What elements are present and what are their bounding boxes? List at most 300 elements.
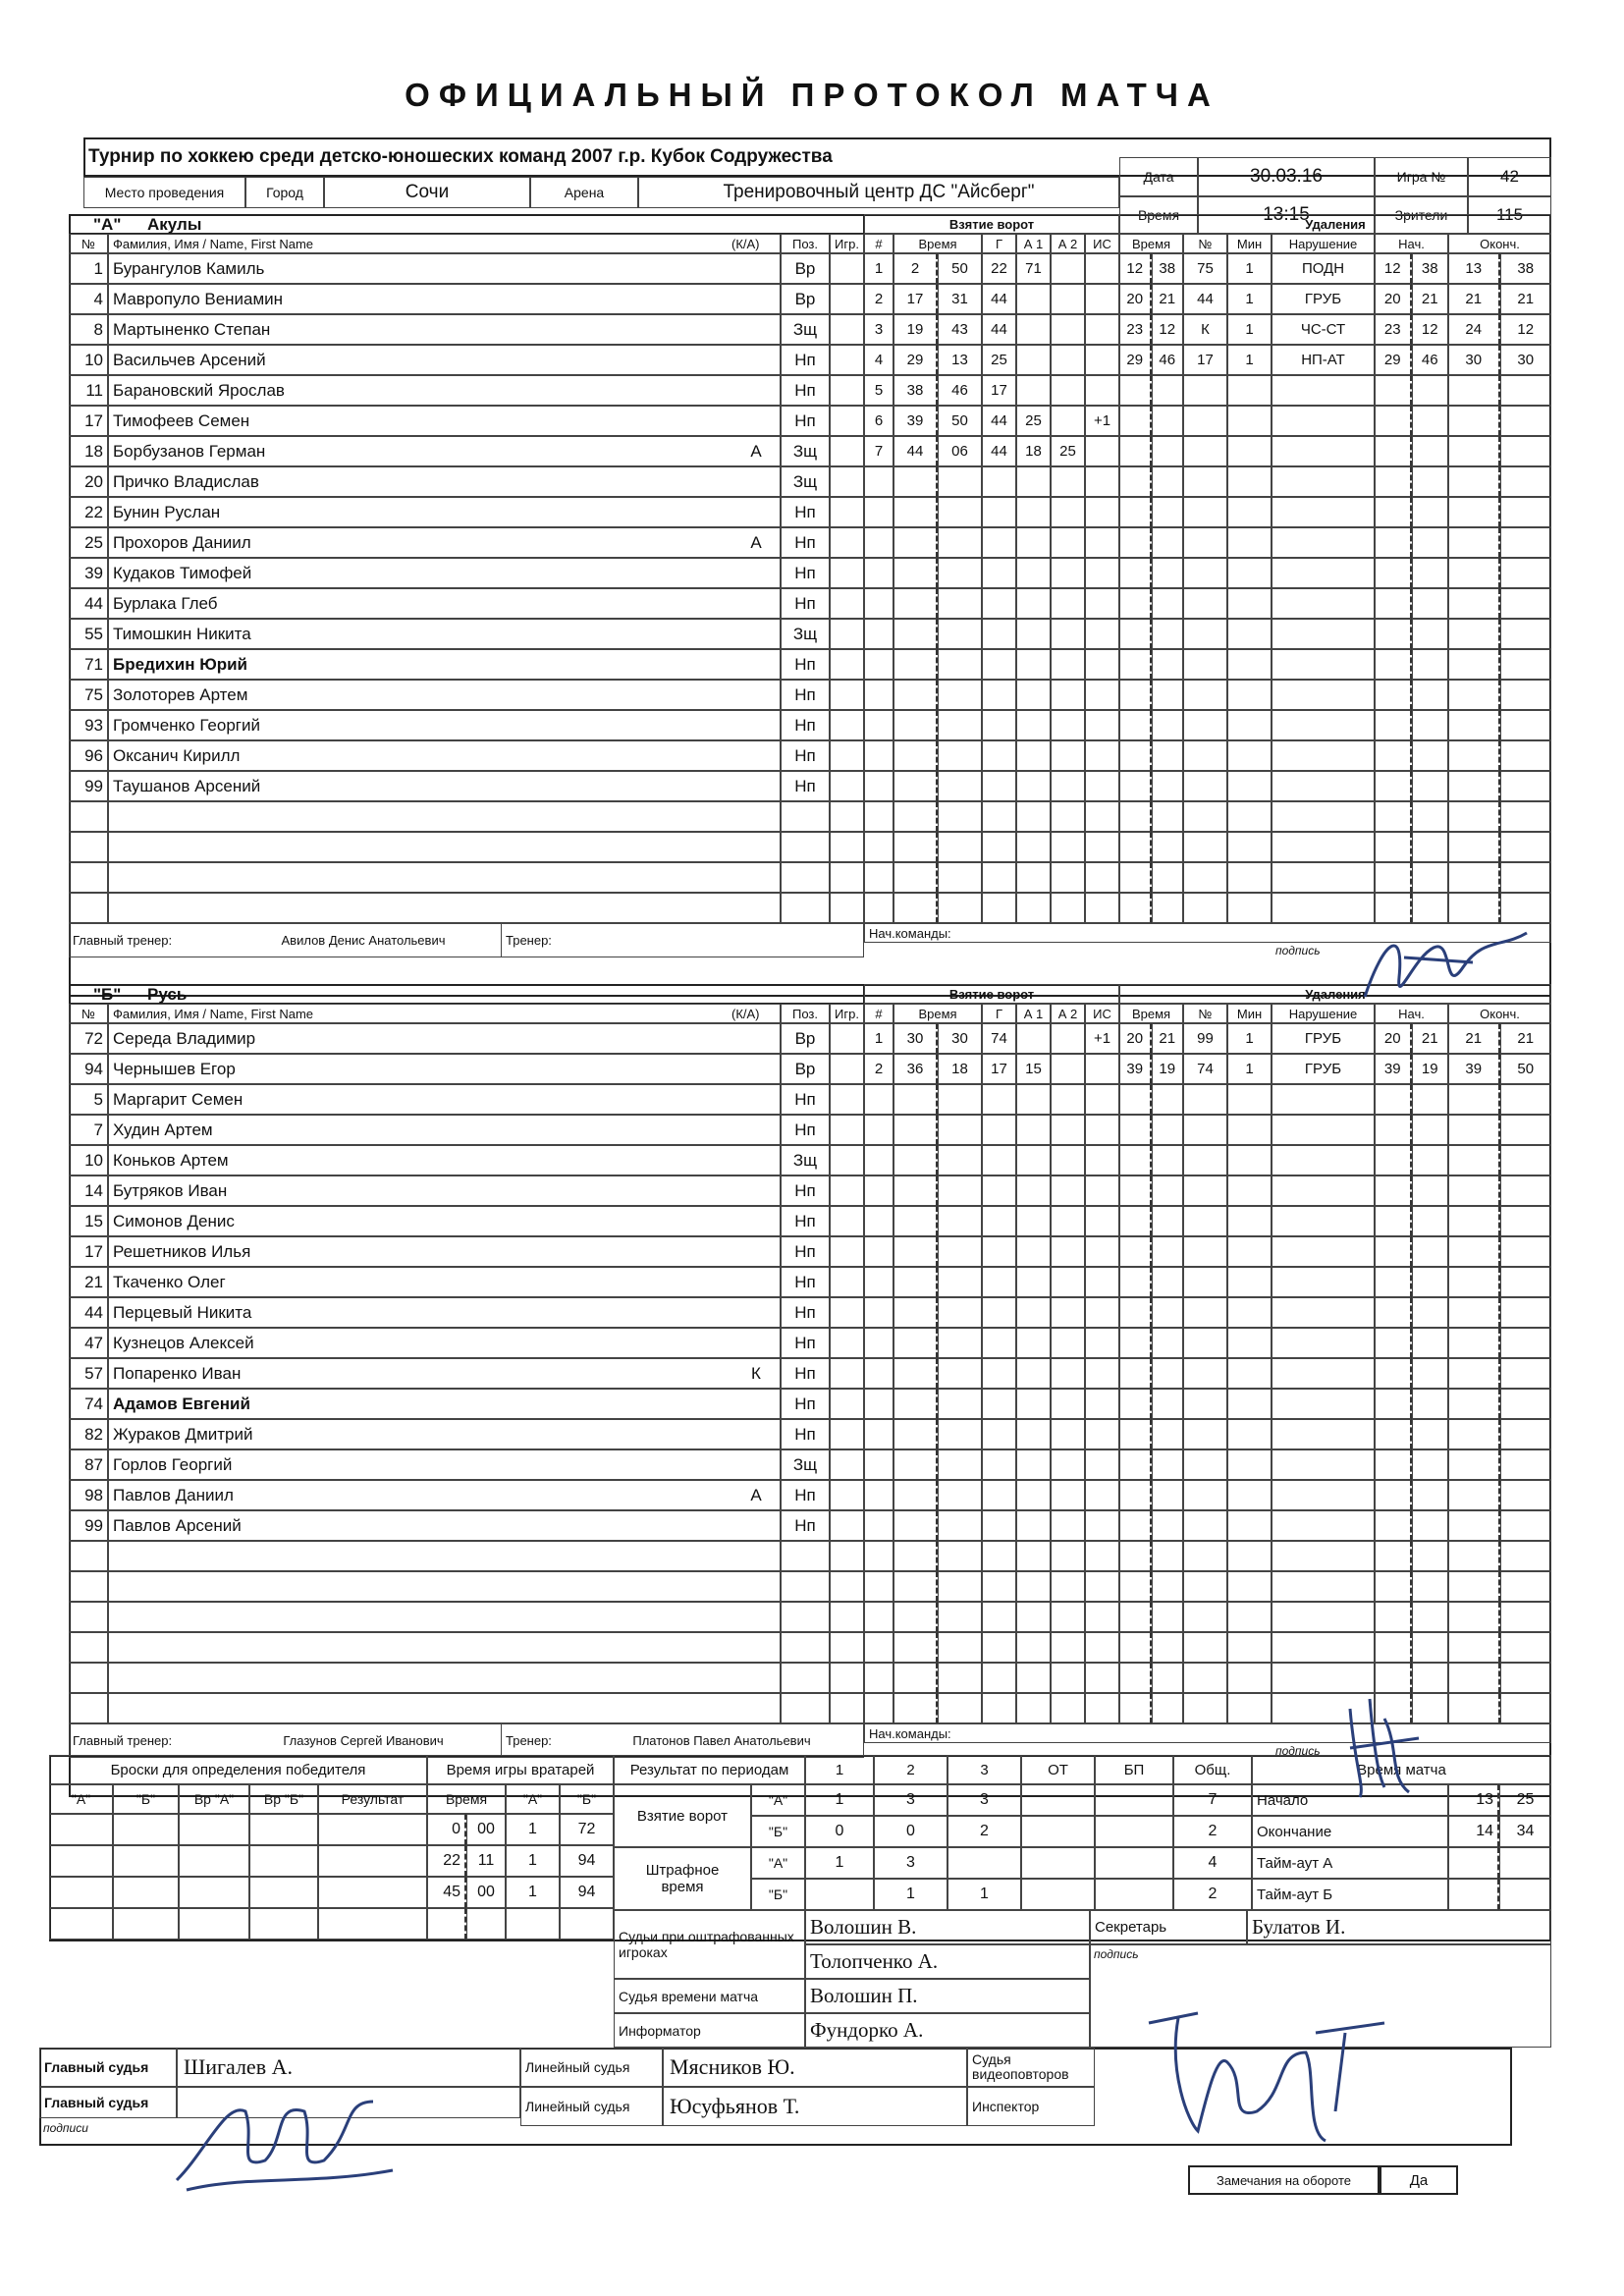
column-header-p-e: Оконч.	[1448, 1004, 1551, 1023]
player-number: 71	[69, 649, 108, 680]
penalty-start-min	[1375, 375, 1412, 406]
period-value: 1	[805, 1847, 874, 1879]
goal-scorer	[982, 1297, 1016, 1328]
goal-assist-1	[1016, 649, 1051, 680]
goal-strength	[1085, 619, 1119, 649]
player-number: 87	[69, 1449, 108, 1480]
goal-number	[864, 1175, 893, 1206]
goal-assist-2	[1051, 619, 1085, 649]
penalty-end-sec	[1500, 1175, 1552, 1206]
goal-scorer: 17	[982, 1054, 1016, 1084]
penalty-start-sec	[1412, 1175, 1449, 1206]
game-value: 42	[1468, 157, 1551, 196]
goal-scorer	[982, 801, 1016, 832]
player-position: Нп	[781, 1297, 830, 1328]
penalty-player	[1183, 1693, 1227, 1723]
goalie-time-col-header: "А"	[506, 1784, 560, 1814]
player-position: Нп	[781, 1084, 830, 1115]
player-number: 17	[69, 406, 108, 436]
penalty-violation: ПОДН	[1272, 253, 1375, 284]
penalty-minutes	[1227, 1206, 1272, 1236]
penalty-player	[1183, 1602, 1227, 1632]
player-played	[830, 284, 864, 314]
goal-minute	[893, 1115, 938, 1145]
penalty-second	[1152, 1145, 1184, 1175]
goal-assist-1: 18	[1016, 436, 1051, 466]
goal-number	[864, 680, 893, 710]
player-position: Нп	[781, 710, 830, 740]
player-number	[69, 801, 108, 832]
player-number: 72	[69, 1023, 108, 1054]
penalty-minutes	[1227, 862, 1272, 893]
penalty-violation	[1272, 375, 1375, 406]
player-position	[781, 1663, 830, 1693]
penalty-violation	[1272, 1389, 1375, 1419]
goal-number	[864, 1267, 893, 1297]
penalty-start-sec	[1412, 1206, 1449, 1236]
goal-minute	[893, 862, 938, 893]
penalty-minute	[1119, 375, 1152, 406]
goal-strength	[1085, 436, 1119, 466]
goal-number	[864, 801, 893, 832]
penalty-end-sec	[1500, 1115, 1552, 1145]
goal-minute	[893, 558, 938, 588]
player-number: 11	[69, 375, 108, 406]
penalty-end-min	[1448, 497, 1500, 527]
period-value: 3	[947, 1784, 1021, 1816]
match-time-hour: 13	[1448, 1784, 1499, 1816]
penalty-second	[1152, 497, 1184, 527]
player-played	[830, 1175, 864, 1206]
penalty-minute: 29	[1119, 345, 1152, 375]
chief2-label: Главный судья	[39, 2087, 177, 2118]
player-played	[830, 1297, 864, 1328]
player-position: Вр	[781, 1023, 830, 1054]
goal-strength	[1085, 1358, 1119, 1389]
penalty-minutes	[1227, 1571, 1272, 1602]
player-number: 4	[69, 284, 108, 314]
penalty-second: 19	[1152, 1054, 1184, 1084]
period-value: 1	[947, 1879, 1021, 1910]
penalty-second	[1152, 1358, 1184, 1389]
goal-second	[938, 1693, 982, 1723]
penalty-player: 75	[1183, 253, 1227, 284]
goal-second	[938, 466, 982, 497]
penalty-end-sec	[1500, 832, 1552, 862]
penalty-start-sec	[1412, 740, 1449, 771]
player-number: 96	[69, 740, 108, 771]
penalty-violation: ГРУБ	[1272, 1023, 1375, 1054]
penalty-violation	[1272, 1480, 1375, 1510]
goal-second	[938, 1571, 982, 1602]
player-number	[69, 893, 108, 923]
goal-second	[938, 893, 982, 923]
shootout-cell	[249, 1814, 318, 1845]
goal-scorer	[982, 1480, 1016, 1510]
penalty-minutes	[1227, 1480, 1272, 1510]
penalty-minutes	[1227, 1632, 1272, 1663]
penalty-player	[1183, 1145, 1227, 1175]
date-value: 30.03.16	[1198, 157, 1375, 196]
penalty-minute	[1119, 710, 1152, 740]
player-played	[830, 558, 864, 588]
goal-second	[938, 649, 982, 680]
column-header-num: №	[69, 1004, 108, 1023]
penalty-minutes	[1227, 1419, 1272, 1449]
goal-number	[864, 832, 893, 862]
penalty-end-min: 13	[1448, 253, 1500, 284]
goal-assist-1	[1016, 1389, 1051, 1419]
shootout-cell	[49, 1845, 113, 1877]
period-value	[1095, 1847, 1173, 1879]
penalty-start-min	[1375, 1236, 1412, 1267]
time-judge: Волошин П.	[805, 1979, 1090, 2013]
goal-strength	[1085, 1297, 1119, 1328]
goal-number	[864, 1115, 893, 1145]
period-value	[1021, 1816, 1095, 1847]
player-played	[830, 1693, 864, 1723]
player-role: К	[751, 1363, 761, 1383]
goal-number	[864, 710, 893, 740]
player-name: Середа Владимир	[108, 1023, 781, 1054]
penalty-second	[1152, 1175, 1184, 1206]
penalty-end-min	[1448, 680, 1500, 710]
penalty-end-sec	[1500, 1236, 1552, 1267]
penalty-start-sec	[1412, 1145, 1449, 1175]
periods-goals-label: Взятие ворот	[614, 1784, 751, 1847]
goal-number	[864, 740, 893, 771]
penalty-end-sec	[1500, 1206, 1552, 1236]
goal-second	[938, 1449, 982, 1480]
player-played	[830, 1663, 864, 1693]
player-position: Нп	[781, 771, 830, 801]
period-team-label: "Б"	[751, 1816, 805, 1847]
player-played	[830, 1541, 864, 1571]
penalty-end-min	[1448, 1480, 1500, 1510]
penalty-end-min	[1448, 710, 1500, 740]
penalty-violation	[1272, 862, 1375, 893]
period-team-label: "А"	[751, 1784, 805, 1816]
goal-minute	[893, 1663, 938, 1693]
penalty-second: 38	[1152, 253, 1184, 284]
goal-minute	[893, 801, 938, 832]
penalty-player	[1183, 862, 1227, 893]
period-value: 7	[1173, 1784, 1252, 1816]
goal-strength	[1085, 1084, 1119, 1115]
penalty-minutes: 1	[1227, 1054, 1272, 1084]
player-number	[69, 1693, 108, 1723]
goal-strength	[1085, 527, 1119, 558]
goal-assist-1	[1016, 1419, 1051, 1449]
penalty-player	[1183, 832, 1227, 862]
penalty-minutes	[1227, 710, 1272, 740]
goal-assist-2	[1051, 375, 1085, 406]
goal-strength	[1085, 1602, 1119, 1632]
goal-second: 06	[938, 436, 982, 466]
goal-assist-1	[1016, 1206, 1051, 1236]
penalty-minutes	[1227, 1389, 1272, 1419]
penalty-violation	[1272, 771, 1375, 801]
penalty-end-sec	[1500, 1389, 1552, 1419]
goal-assist-2	[1051, 527, 1085, 558]
penalty-minute: 20	[1119, 1023, 1152, 1054]
match-time-label: Начало	[1252, 1784, 1448, 1816]
column-header-p-n: №	[1183, 1004, 1227, 1023]
penalty-end-sec	[1500, 1632, 1552, 1663]
penalty-start-min: 29	[1375, 345, 1412, 375]
goal-assist-2	[1051, 1206, 1085, 1236]
player-name: Бунин Руслан	[108, 497, 781, 527]
shootout-col-header: Вр "Б"	[249, 1784, 318, 1814]
penalty-player	[1183, 649, 1227, 680]
goalie-a: 1	[506, 1845, 560, 1877]
player-position: Зщ	[781, 1449, 830, 1480]
player-name: Золоторев Артем	[108, 680, 781, 710]
penalty-start-min	[1375, 1297, 1412, 1328]
penalty-violation	[1272, 1632, 1375, 1663]
penalty-minute: 20	[1119, 284, 1152, 314]
player-number: 18	[69, 436, 108, 466]
date-label: Дата	[1119, 157, 1198, 196]
goal-assist-2	[1051, 558, 1085, 588]
match-time-hour: 14	[1448, 1816, 1499, 1847]
period-value	[1095, 1784, 1173, 1816]
goal-strength	[1085, 801, 1119, 832]
penalty-minutes	[1227, 1236, 1272, 1267]
goal-strength	[1085, 1206, 1119, 1236]
penalty-start-sec	[1412, 649, 1449, 680]
goal-minute	[893, 771, 938, 801]
penalty-second: 12	[1152, 314, 1184, 345]
penalties-header: Удаления	[1119, 214, 1551, 234]
penalty-second	[1152, 1328, 1184, 1358]
period-col-header: 3	[947, 1755, 1021, 1784]
penalty-end-min	[1448, 1389, 1500, 1419]
period-value: 0	[805, 1816, 874, 1847]
arena-label: Арена	[530, 177, 638, 208]
penalty-player	[1183, 801, 1227, 832]
column-header-g-g: Г	[982, 234, 1016, 253]
penalty-minutes: 1	[1227, 284, 1272, 314]
penalty-violation	[1272, 1328, 1375, 1358]
penalty-minute: 23	[1119, 314, 1152, 345]
goal-minute: 39	[893, 406, 938, 436]
player-position: Зщ	[781, 436, 830, 466]
penalty-start-min: 12	[1375, 253, 1412, 284]
goalie-time-minute: 22	[427, 1845, 466, 1877]
goal-number	[864, 1449, 893, 1480]
goal-assist-2	[1051, 1632, 1085, 1663]
player-played	[830, 314, 864, 345]
column-header-ka: (К/А)	[731, 236, 760, 251]
goal-assist-1	[1016, 1602, 1051, 1632]
goal-strength	[1085, 345, 1119, 375]
penalty-violation	[1272, 801, 1375, 832]
goal-scorer	[982, 862, 1016, 893]
shootout-cell	[318, 1814, 427, 1845]
player-played	[830, 1206, 864, 1236]
penalty-end-min	[1448, 862, 1500, 893]
penalty-start-sec	[1412, 1480, 1449, 1510]
player-number	[69, 1541, 108, 1571]
goal-number	[864, 1206, 893, 1236]
goal-scorer	[982, 1571, 1016, 1602]
penalty-end-sec	[1500, 862, 1552, 893]
period-value: 3	[874, 1784, 947, 1816]
goalie-a	[506, 1908, 560, 1940]
penalty-start-sec	[1412, 558, 1449, 588]
player-position	[781, 862, 830, 893]
goal-strength	[1085, 1267, 1119, 1297]
player-name: Бурлака Глеб	[108, 588, 781, 619]
penalty-end-min	[1448, 1693, 1500, 1723]
goal-strength	[1085, 1328, 1119, 1358]
player-played	[830, 801, 864, 832]
penalty-end-min	[1448, 740, 1500, 771]
penalty-end-min	[1448, 1663, 1500, 1693]
column-header-g-t: Время	[893, 1004, 982, 1023]
penalty-start-min	[1375, 740, 1412, 771]
player-position: Нп	[781, 1328, 830, 1358]
shootout-cell	[49, 1908, 113, 1940]
goal-assist-2	[1051, 1145, 1085, 1175]
goal-strength	[1085, 832, 1119, 862]
penalty-second	[1152, 649, 1184, 680]
player-played	[830, 680, 864, 710]
penalty-minutes	[1227, 680, 1272, 710]
column-header-igr: Игр.	[830, 234, 864, 253]
penalty-end-sec	[1500, 619, 1552, 649]
goal-strength	[1085, 253, 1119, 284]
goal-minute	[893, 740, 938, 771]
column-header-g-a1: А 1	[1016, 1004, 1051, 1023]
goal-assist-2	[1051, 1480, 1085, 1510]
match-time-label: Окончание	[1252, 1816, 1448, 1847]
player-number: 57	[69, 1358, 108, 1389]
penalty-start-min	[1375, 1115, 1412, 1145]
player-number: 5	[69, 1084, 108, 1115]
goal-number	[864, 558, 893, 588]
penalty-player	[1183, 1632, 1227, 1663]
player-position	[781, 1632, 830, 1663]
penalty-start-min	[1375, 862, 1412, 893]
penalty-second	[1152, 740, 1184, 771]
goal-number: 1	[864, 253, 893, 284]
goal-assist-2	[1051, 284, 1085, 314]
goal-number: 3	[864, 314, 893, 345]
goal-second	[938, 1145, 982, 1175]
match-time-minute: 25	[1499, 1784, 1551, 1816]
penalty-second	[1152, 1419, 1184, 1449]
penalty-end-min	[1448, 1175, 1500, 1206]
goal-assist-2	[1051, 253, 1085, 284]
column-header-ka: (К/А)	[731, 1006, 760, 1021]
penalty-end-sec	[1500, 436, 1552, 466]
chief1: Шигалев А.	[177, 2048, 520, 2087]
goal-second	[938, 1328, 982, 1358]
pen-judges-label: Судьи при оштрафованных игроках	[614, 1910, 805, 1979]
penalty-minute	[1119, 1236, 1152, 1267]
player-name	[108, 862, 781, 893]
player-name: Бредихин Юрий	[108, 649, 781, 680]
goal-second	[938, 1632, 982, 1663]
penalty-violation	[1272, 1267, 1375, 1297]
goal-scorer	[982, 588, 1016, 619]
penalty-end-min	[1448, 436, 1500, 466]
player-number	[69, 1571, 108, 1602]
goal-scorer	[982, 1419, 1016, 1449]
penalty-second	[1152, 1510, 1184, 1541]
goal-second	[938, 1115, 982, 1145]
player-name: Кузнецов Алексей	[108, 1328, 781, 1358]
penalty-second	[1152, 801, 1184, 832]
penalty-minutes	[1227, 466, 1272, 497]
player-position	[781, 893, 830, 923]
goal-scorer	[982, 497, 1016, 527]
penalty-violation: ЧС-СТ	[1272, 314, 1375, 345]
player-number	[69, 1632, 108, 1663]
goal-minute	[893, 680, 938, 710]
penalty-start-min: 39	[1375, 1054, 1412, 1084]
goal-assist-2	[1051, 1541, 1085, 1571]
penalty-end-sec	[1500, 375, 1552, 406]
penalty-end-min	[1448, 649, 1500, 680]
match-time-minute	[1499, 1879, 1551, 1910]
penalty-violation	[1272, 527, 1375, 558]
penalty-end-sec	[1500, 1480, 1552, 1510]
head-coach-name: Авилов Денис Анатольевич	[281, 933, 446, 948]
goal-assist-1	[1016, 284, 1051, 314]
penalty-start-sec	[1412, 1510, 1449, 1541]
penalty-player	[1183, 1510, 1227, 1541]
goal-scorer	[982, 466, 1016, 497]
goal-assist-2	[1051, 1175, 1085, 1206]
penalty-second	[1152, 558, 1184, 588]
time-value: 13:15	[1198, 196, 1375, 234]
penalty-start-min	[1375, 497, 1412, 527]
penalty-start-sec	[1412, 1267, 1449, 1297]
goal-strength	[1085, 588, 1119, 619]
goal-strength	[1085, 1419, 1119, 1449]
player-played	[830, 1389, 864, 1419]
goal-minute	[893, 1267, 938, 1297]
goalie-a: 1	[506, 1814, 560, 1845]
penalty-second: 46	[1152, 345, 1184, 375]
goal-number	[864, 527, 893, 558]
match-time-minute	[1499, 1847, 1551, 1879]
goal-assist-1	[1016, 1541, 1051, 1571]
penalty-end-min	[1448, 406, 1500, 436]
goal-minute	[893, 649, 938, 680]
spectators-value: 115	[1468, 196, 1551, 234]
penalty-start-min	[1375, 466, 1412, 497]
penalty-violation	[1272, 649, 1375, 680]
penalty-player	[1183, 527, 1227, 558]
goal-minute	[893, 893, 938, 923]
penalty-violation	[1272, 466, 1375, 497]
penalty-player	[1183, 1358, 1227, 1389]
goal-second	[938, 1480, 982, 1510]
penalty-minute	[1119, 527, 1152, 558]
player-position: Нп	[781, 1115, 830, 1145]
penalty-end-sec	[1500, 406, 1552, 436]
goal-assist-2	[1051, 1663, 1085, 1693]
penalty-minute	[1119, 1115, 1152, 1145]
goal-minute: 19	[893, 314, 938, 345]
spectators-label: Зрители	[1375, 196, 1468, 234]
column-header-p-n: №	[1183, 234, 1227, 253]
shootout-cell	[179, 1908, 249, 1940]
